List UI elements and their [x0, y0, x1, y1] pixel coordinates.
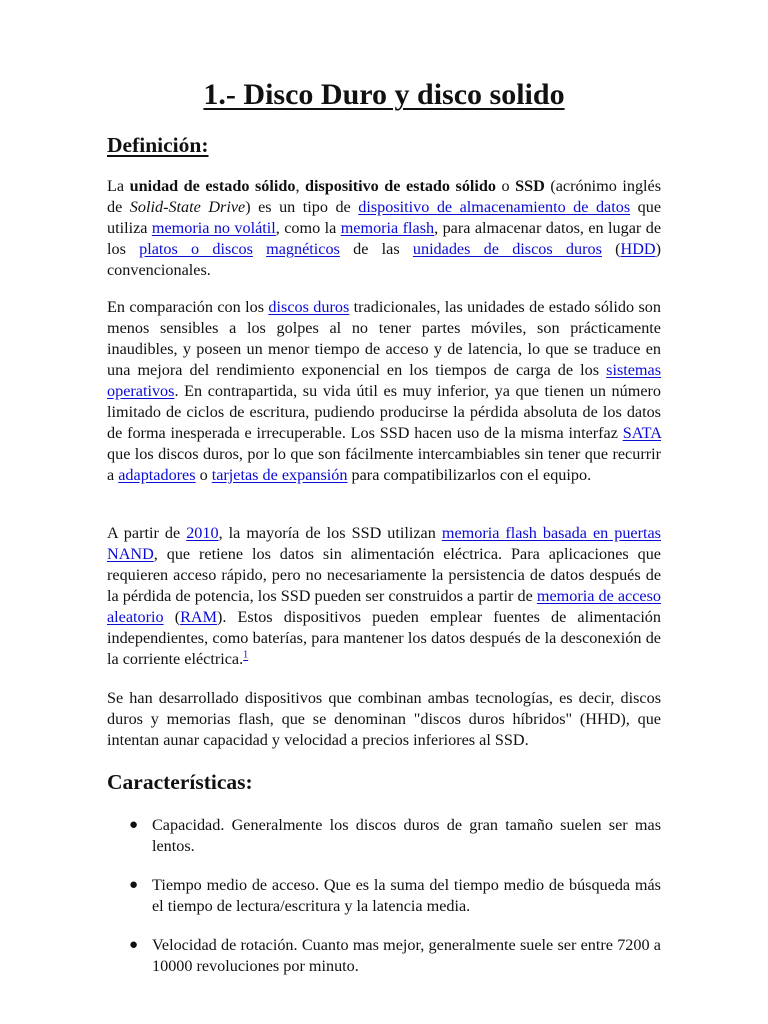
text-run: A partir de — [107, 524, 187, 542]
text-run: o — [195, 466, 212, 484]
bullet-icon: ● — [129, 877, 139, 893]
section-heading-definition: Definición: — [107, 133, 209, 157]
bold-term: unidad de estado sólido — [129, 177, 296, 195]
bullet-icon: ● — [129, 937, 139, 953]
link-magneticos[interactable]: magnéticos — [266, 240, 340, 258]
link-dispositivo-almacenamiento[interactable]: dispositivo de almacenamiento de datos — [358, 198, 631, 216]
characteristics-list — [107, 815, 661, 995]
text-run: ( — [601, 240, 621, 258]
link-sata[interactable]: SATA — [622, 424, 661, 442]
link-adaptadores[interactable]: adaptadores — [118, 466, 196, 484]
text-run: , — [295, 177, 305, 195]
bold-term: dispositivo de estado sólido — [305, 177, 497, 195]
page-title: 1.- Disco Duro y disco solido — [203, 78, 565, 111]
italic-term: Solid-State Drive — [129, 198, 246, 216]
text-run — [253, 240, 266, 258]
link-unidades-discos-duros[interactable]: unidades de discos duros — [412, 240, 602, 258]
link-platos-o-discos[interactable]: platos o discos — [139, 240, 253, 258]
list-item-text: Capacidad. Generalmente los discos duros de gran tamaño suelen ser mas lentos. — [152, 816, 661, 855]
text-run: , para almacenar datos, en lugar de los — [107, 219, 662, 258]
text-run: ( — [163, 608, 181, 626]
paragraph-comparison — [107, 297, 661, 486]
link-memoria-no-volatil[interactable]: memoria no volátil — [151, 219, 276, 237]
text-run: , la mayoría de los SSD utilizan — [218, 524, 442, 542]
paragraph-history — [107, 523, 661, 670]
footnote-link[interactable]: 1 — [243, 649, 249, 661]
text-run: , que retiene los datos sin alimentación eléctrica. Para aplicaciones que requieren acceso rápido, pero no necesariamente la persistencia de datos después de la pérdida de potencia, los SSD pueden ser construidos a partir de — [107, 545, 661, 605]
list-item-text: Velocidad de rotación. Cuanto mas mejor, generalmente suele ser entre 7200 a 10000 revoluciones por minuto. — [152, 936, 661, 975]
text-run: de las — [339, 240, 413, 258]
bold-term: SSD — [515, 177, 545, 195]
paragraph-hybrid: Se han desarrollado dispositivos que combinan ambas tecnologías, es decir, discos duros y memorias flash, que se denominan "discos duros híbridos" (HHD), que intentan aunar capacidad y velocidad a precios inferiores al SSD. — [107, 689, 661, 749]
list-item — [107, 875, 661, 917]
link-ram[interactable]: RAM — [180, 608, 217, 626]
text-run: . En contrapartida, su vida útil es muy inferior, ya que tienen un número limitado de ciclos de escritura, pudiendo producirse la pérdida absoluta de los datos de forma inesperada e irrecuperable. Los SSD hacen uso de la misma interfaz — [107, 382, 661, 442]
section-heading-characteristics: Características: — [107, 770, 253, 794]
text-run: La — [107, 177, 130, 195]
text-run: que utiliza — [107, 198, 662, 237]
list-item — [107, 815, 661, 857]
text-run: que los discos duros, por lo que son fácilmente intercambiables sin tener que recurrir a — [107, 445, 661, 484]
text-run: o — [496, 177, 516, 195]
link-tarjetas-expansion[interactable]: tarjetas de expansión — [211, 466, 348, 484]
link-memoria-flash[interactable]: memoria flash — [340, 219, 435, 237]
text-run: (acrónimo inglés de — [107, 177, 662, 216]
link-discos-duros[interactable]: discos duros — [268, 298, 350, 316]
text-run: ) convencionales. — [107, 240, 661, 279]
text-run: ). Estos dispositivos pueden emplear fuentes de alimentación independientes, como baterías, para mantener los datos después de la desconexión de la corriente eléctrica. — [107, 608, 661, 668]
list-item — [107, 935, 661, 977]
text-run: para compatibilizarlos con el equipo. — [347, 466, 592, 484]
list-item-text: Tiempo medio de acceso. Que es la suma del tiempo medio de búsqueda más el tiempo de lectura/escritura y la latencia media. — [152, 876, 661, 915]
bullet-icon: ● — [129, 817, 139, 833]
link-sistemas-operativos[interactable]: sistemas operativos — [107, 361, 661, 400]
link-hdd[interactable]: HDD — [620, 240, 656, 258]
text-run: En comparación con los — [107, 298, 269, 316]
link-memoria-flash-nand[interactable]: memoria flash basada en puertas NAND — [107, 524, 661, 563]
link-2010[interactable]: 2010 — [186, 524, 219, 542]
paragraph-definition — [107, 176, 661, 281]
link-memoria-acceso-aleatorio[interactable]: memoria de acceso aleatorio — [107, 587, 661, 626]
text-run: ) es un tipo de — [245, 198, 359, 216]
text-run: tradicionales, las unidades de estado sólido son menos sensibles a los golpes al no tener partes móviles, son prácticamente inaudibles, y poseen un menor tiempo de acceso y de latencia, lo que se traduce en una mejora del rendimiento exponencial en los tiempos de carga de los — [107, 298, 661, 379]
text-run: , como la — [275, 219, 341, 237]
